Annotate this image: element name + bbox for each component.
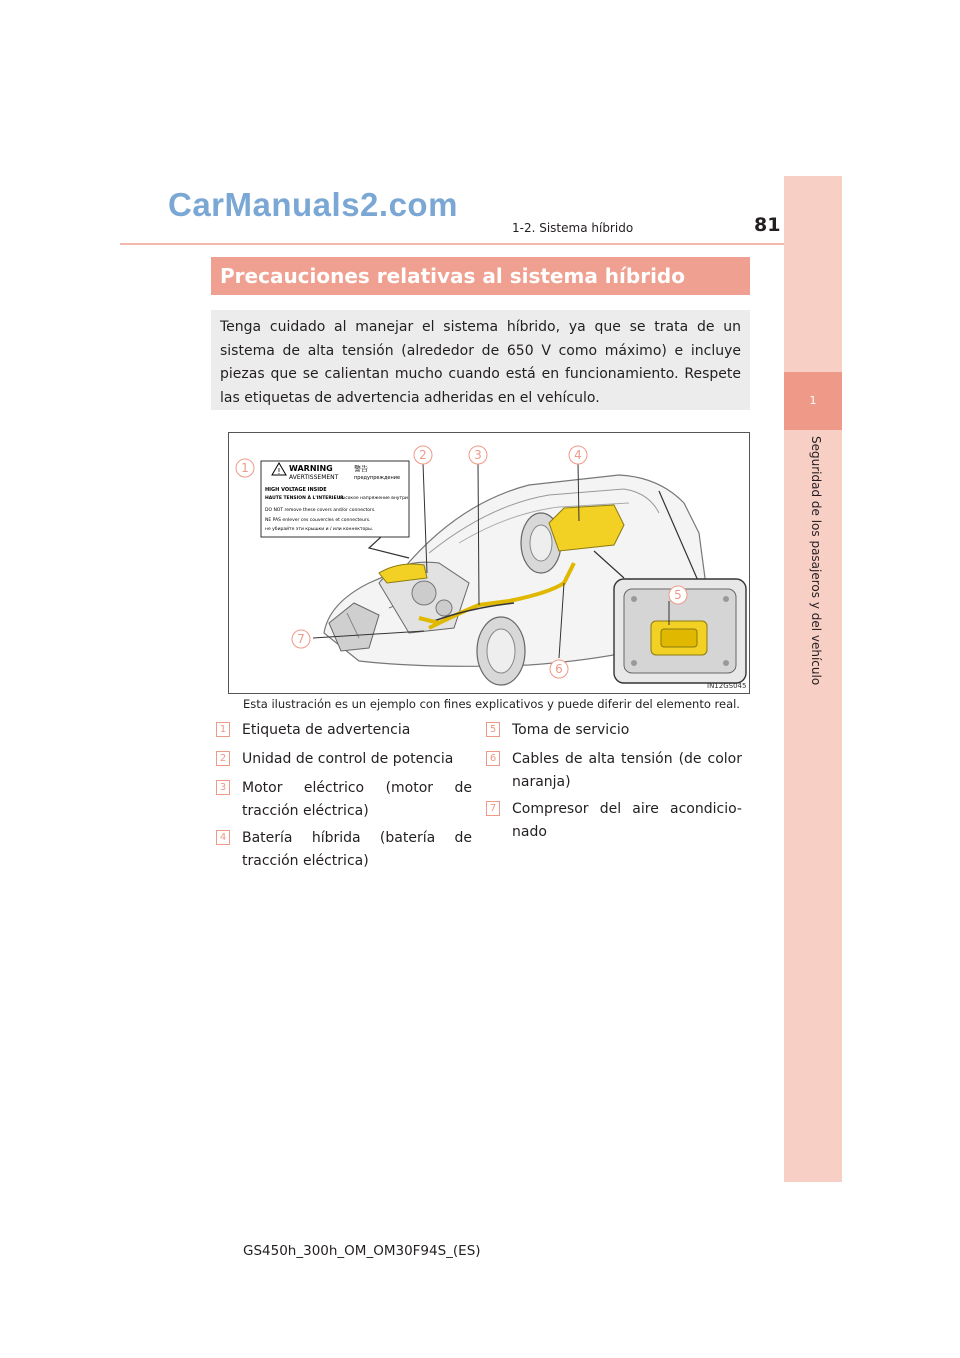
document-code: GS450h_300h_OM_OM30F94S_(ES) — [243, 1243, 481, 1259]
figure-callout-4: 4 — [574, 448, 582, 462]
figure-callout-2: 2 — [419, 448, 427, 462]
figure-callout-6: 6 — [555, 662, 563, 676]
legend-number: 5 — [486, 722, 500, 737]
legend-number: 1 — [216, 722, 230, 737]
label-russian: предупреждение — [354, 475, 401, 481]
watermark: CarManuals2.com — [168, 186, 458, 223]
chapter-number: 1 — [809, 394, 817, 407]
legend-text: Cables de alta tensión (de color naranja) — [512, 751, 742, 790]
label-russian3: не убирайте эти крышки и / или коннекторы. — [265, 527, 374, 532]
legend-text: Toma de servicio — [512, 722, 630, 738]
label-avertissement: AVERTISSEMENT — [289, 474, 339, 481]
hybrid-system-illustration — [228, 432, 750, 694]
legend-text: Etiqueta de advertencia — [242, 722, 411, 738]
legend-text: Unidad de control de potencia — [242, 751, 454, 767]
section-heading: Precauciones relativas al sistema híbrido — [211, 257, 750, 295]
chapter-title: Seguridad de los pasajeros y del vehículo — [809, 436, 823, 686]
legend-number: 3 — [216, 780, 230, 795]
label-do-not: DO NOT remove these covers and/or connectors. — [265, 508, 376, 513]
car-diagram — [229, 433, 750, 694]
figure-caption: Esta ilustración es un ejemplo con fines explicativos y puede diferir del elemento real. — [243, 697, 740, 711]
legend-text: Compresor del aire acondicio- nado — [512, 801, 742, 840]
intro-paragraph: Tenga cuidado al manejar el sistema híbrido, ya que se trata de un sistema de alta tensión (alrededor de 650 V como máximo) e incluye piezas que se calientan mucho cuando está en funcionamiento. Respete las etiquetas de advertencia adheridas en el vehículo. — [211, 310, 750, 410]
label-russian2: высокое напряжение внутри — [339, 496, 408, 501]
svg-text:!: ! — [277, 467, 281, 476]
legend-number: 4 — [216, 830, 230, 845]
label-kanji: 警告 — [354, 465, 368, 473]
figure-callout-3: 3 — [474, 448, 482, 462]
legend-number: 6 — [486, 751, 500, 766]
legend-number: 2 — [216, 751, 230, 766]
legend-number: 7 — [486, 801, 500, 816]
label-warning: WARNING — [289, 464, 333, 473]
label-ne-pas: NE PAS enlever ces couvercles et connecteurs. — [265, 518, 371, 523]
figure-code: IN12GS045 — [707, 682, 747, 690]
label-high-voltage: HIGH VOLTAGE INSIDE — [265, 487, 327, 493]
legend-text: Batería híbrida (batería de tracción eléctrica) — [242, 830, 472, 869]
figure-callout-5: 5 — [674, 588, 682, 602]
label-haute-tension: HAUTE TENSION À L'INTERIEUR — [265, 496, 344, 501]
figure-callout-7: 7 — [297, 632, 305, 646]
legend-text: Motor eléctrico (motor de tracción eléctrica) — [242, 780, 472, 819]
header-rule — [120, 243, 842, 245]
section-label: 1-2. Sistema híbrido — [512, 221, 634, 235]
figure-callout-1: 1 — [241, 461, 249, 475]
page-number: 81 — [754, 214, 781, 236]
